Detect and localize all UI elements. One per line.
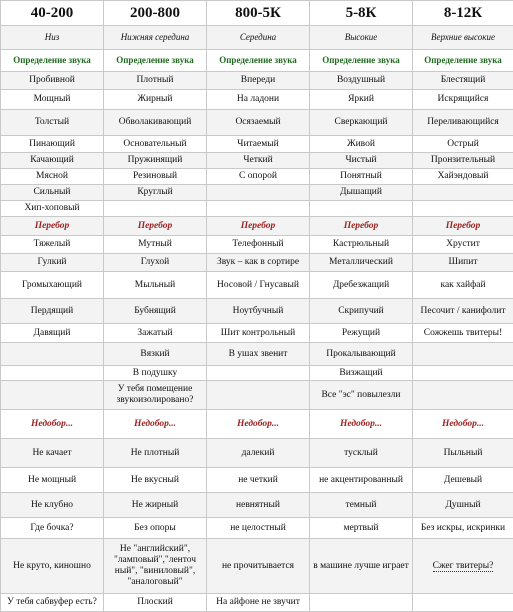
shortage-row-cell: Недобор... [1,410,104,439]
good-row-cell: Искрящийся [413,90,513,110]
overshoot-row-cell: Песочит / канифолит [413,299,513,324]
band-subheader-cell: Верхние высокие [413,26,513,50]
overshoot-row-cell [207,366,310,381]
section-row-cell [1,50,104,72]
overshoot-row-cell: Носовой / Гнусавый [207,272,310,299]
shortage-row [1,439,513,468]
overshoot-row-cell: Визжащий [310,366,413,381]
shortage-row-cell [310,594,413,612]
overshoot-row-cell: В ушах звенит [207,343,310,366]
overshoot-row-cell: Ноутбучный [207,299,310,324]
shortage-row-label: Недобор [237,419,272,429]
good-row-cell: Воздушный [310,72,413,90]
shortage-row-cell: У тебя сабвуфер есть? [1,594,104,612]
overshoot-row-cell: Шипит [413,254,513,272]
shortage-row-cell: не четкий [207,468,310,493]
band-subheader-cell: Середина [207,26,310,50]
overshoot-row-cell: как хайфай [413,272,513,299]
band-subheader-cell: Высокие [310,26,413,50]
band-subheader-cell: Низ [1,26,104,50]
overshoot-row [1,254,513,272]
good-row-cell [310,201,413,217]
section-row-cell [207,50,310,72]
overshoot-row [1,324,513,343]
shortage-row-cell: Не вкусный [104,468,207,493]
shortage-row-cell [413,539,513,594]
band-header-cell: 8-12К [413,1,513,26]
overshoot-row-cell: Тяжелый [1,236,104,254]
overshoot-row-cell [413,343,513,366]
good-row-cell: Обволакивающий [104,110,207,136]
overshoot-row-cell [1,343,104,366]
good-row-cell: Блестящий [413,72,513,90]
overshoot-row-cell [413,366,513,381]
overshoot-row-cell: Давящий [1,324,104,343]
shortage-row [1,539,513,594]
overshoot-row-cell: Хрустит [413,236,513,254]
good-row-cell: Впереди [207,72,310,90]
shortage-row [1,468,513,493]
overshoot-row-cell [413,217,513,236]
section-row-cell [104,50,207,72]
good-row [1,153,513,169]
good-row-cell: Резиновый [104,169,207,185]
overshoot-row-cell: Скрипучий [310,299,413,324]
shortage-row-cell: Не "английский", "ламповый","ленточ ный", "виниловый", "аналоговый" [104,539,207,594]
shortage-row [1,493,513,518]
overshoot-row-label: Перебор [344,221,379,231]
band-header [1,1,513,26]
good-row-cell: Плотный [104,72,207,90]
good-row-cell: Жирный [104,90,207,110]
overshoot-row [1,217,513,236]
shortage-row-cell: Недобор... [310,410,413,439]
good-row-cell [104,201,207,217]
overshoot-row-cell [413,381,513,410]
overshoot-row [1,381,513,410]
band-header-cell: 200-800 [104,1,207,26]
overshoot-row-cell [1,381,104,410]
good-row-cell: На ладони [207,90,310,110]
overshoot-row-label: Перебор [35,221,70,231]
good-row [1,136,513,153]
overshoot-row-cell [1,366,104,381]
good-row-cell: Толстый [1,110,104,136]
overshoot-row-cell: Режущий [310,324,413,343]
shortage-row-cell: Без опоры [104,518,207,539]
overshoot-row-cell: Бубнящий [104,299,207,324]
overshoot-row-cell: У тебя помещение звукоизолировано? [104,381,207,410]
shortage-row-cell: Где бочка? [1,518,104,539]
shortage-row [1,410,513,439]
shortage-row-cell [413,594,513,612]
section-row-label: Определение звука [116,55,194,65]
good-row-cell: Пинающий [1,136,104,153]
overshoot-row-cell: Звук – как в сортире [207,254,310,272]
shortage-row-cell: На айфоне не звучит [207,594,310,612]
good-row [1,201,513,217]
band-subheader-cell: Нижняя середина [104,26,207,50]
section-row-cell [413,50,513,72]
shortage-row-cell: невнятный [207,493,310,518]
band-subheader [1,26,513,50]
good-row-cell: Пронзительный [413,153,513,169]
overshoot-row-cell [207,381,310,410]
good-row-cell: Дышащий [310,185,413,201]
good-row-cell: Осязаемый [207,110,310,136]
shortage-row-cell: Недобор... [207,410,310,439]
shortage-row-label: Недобор [340,419,375,429]
shortage-row-cell: Не круто, киношно [1,539,104,594]
section-row-label: Определение звука [424,55,502,65]
overshoot-row-cell: Кастрюльный [310,236,413,254]
overshoot-row-cell: Дребезжащий [310,272,413,299]
good-row-cell: Четкий [207,153,310,169]
good-row-cell: Хип-хоповый [1,201,104,217]
overshoot-row-cell [1,217,104,236]
overshoot-row-cell [207,217,310,236]
overshoot-row-cell: Мыльный [104,272,207,299]
shortage-row-cell: Недобор... [413,410,513,439]
section-row [1,50,513,72]
overshoot-row-cell: Сожжешь твитеры! [413,324,513,343]
good-row-cell: Хайэндовый [413,169,513,185]
good-row-cell [207,201,310,217]
shortage-row-cell: Не качает [1,439,104,468]
good-row-cell [413,201,513,217]
good-row-cell: Круглый [104,185,207,201]
shortage-row [1,594,513,612]
overshoot-row-cell: Гулкий [1,254,104,272]
shortage-row-cell: Без искры, искринки [413,518,513,539]
band-header-cell: 40-200 [1,1,104,26]
section-row-cell [310,50,413,72]
overshoot-row-cell: Прокалывающий [310,343,413,366]
overshoot-row-cell [104,217,207,236]
band-header-cell: 800-5К [207,1,310,26]
shortage-row-cell: Не жирный [104,493,207,518]
shortage-row-cell: Дешевый [413,468,513,493]
overshoot-row-cell: Металлический [310,254,413,272]
good-row-cell: Острый [413,136,513,153]
shortage-row-label: Недобор [31,419,66,429]
good-row-cell: Переливающийся [413,110,513,136]
shortage-row-cell: тусклый [310,439,413,468]
shortage-row-cell: не целостный [207,518,310,539]
overshoot-row-cell: В подушку [104,366,207,381]
good-row-cell: Пружинящий [104,153,207,169]
good-row [1,90,513,110]
good-row-cell: Основательный [104,136,207,153]
shortage-row-cell: далекий [207,439,310,468]
good-row-cell [207,185,310,201]
shortage-row-cell: Не мощный [1,468,104,493]
overshoot-row-label: Перебор [241,221,276,231]
good-row-cell: Чистый [310,153,413,169]
shortage-row-cell: Недобор... [104,410,207,439]
good-row-cell: Сильный [1,185,104,201]
good-row-cell: Понятный [310,169,413,185]
overshoot-row-cell: Шит контрольный [207,324,310,343]
overshoot-row-cell: Зажатый [104,324,207,343]
shortage-row-cell: Не плотный [104,439,207,468]
good-row-cell: Сверкающий [310,110,413,136]
shortage-row-cell: темный [310,493,413,518]
good-row-cell: Яркий [310,90,413,110]
shortage-row-cell: мертвый [310,518,413,539]
overshoot-row-cell: Все "эс" повылезли [310,381,413,410]
shortage-row-label: Недобор [134,419,169,429]
overshoot-row [1,272,513,299]
good-row [1,72,513,90]
overshoot-row-cell: Телефонный [207,236,310,254]
overshoot-row-label: Перебор [138,221,173,231]
good-row-cell: Пробивной [1,72,104,90]
good-row-cell: Мощный [1,90,104,110]
section-row-label: Определение звука [13,55,91,65]
good-row-cell: Мясной [1,169,104,185]
shortage-row-cell: не прочитывается [207,539,310,594]
good-row [1,110,513,136]
good-row-cell: С опорой [207,169,310,185]
shortage-row-cell-text: Сжег твитеры? [433,561,494,572]
good-row-cell: Качающий [1,153,104,169]
good-row [1,185,513,201]
shortage-row [1,518,513,539]
shortage-row-cell: Пыльный [413,439,513,468]
shortage-row-cell: Не клубно [1,493,104,518]
shortage-row-cell: не акцентированный [310,468,413,493]
good-row [1,169,513,185]
overshoot-row-cell: Глухой [104,254,207,272]
overshoot-row-label: Перебор [446,221,481,231]
overshoot-row-cell: Вязкий [104,343,207,366]
shortage-row-cell: в машине лучше играет [310,539,413,594]
overshoot-row [1,343,513,366]
shortage-row-cell: Плоский [104,594,207,612]
shortage-row-label: Недобор [442,419,477,429]
shortage-row-cell: Душный [413,493,513,518]
section-row-label: Определение звука [219,55,297,65]
overshoot-row-cell: Громыхающий [1,272,104,299]
overshoot-row [1,299,513,324]
band-header-cell: 5-8К [310,1,413,26]
good-row-cell: Читаемый [207,136,310,153]
overshoot-row [1,366,513,381]
overshoot-row-cell: Мутный [104,236,207,254]
section-row-label: Определение звука [322,55,400,65]
good-row-cell: Живой [310,136,413,153]
good-row-cell [413,185,513,201]
overshoot-row [1,236,513,254]
overshoot-row-cell: Пердящий [1,299,104,324]
overshoot-row-cell [310,217,413,236]
